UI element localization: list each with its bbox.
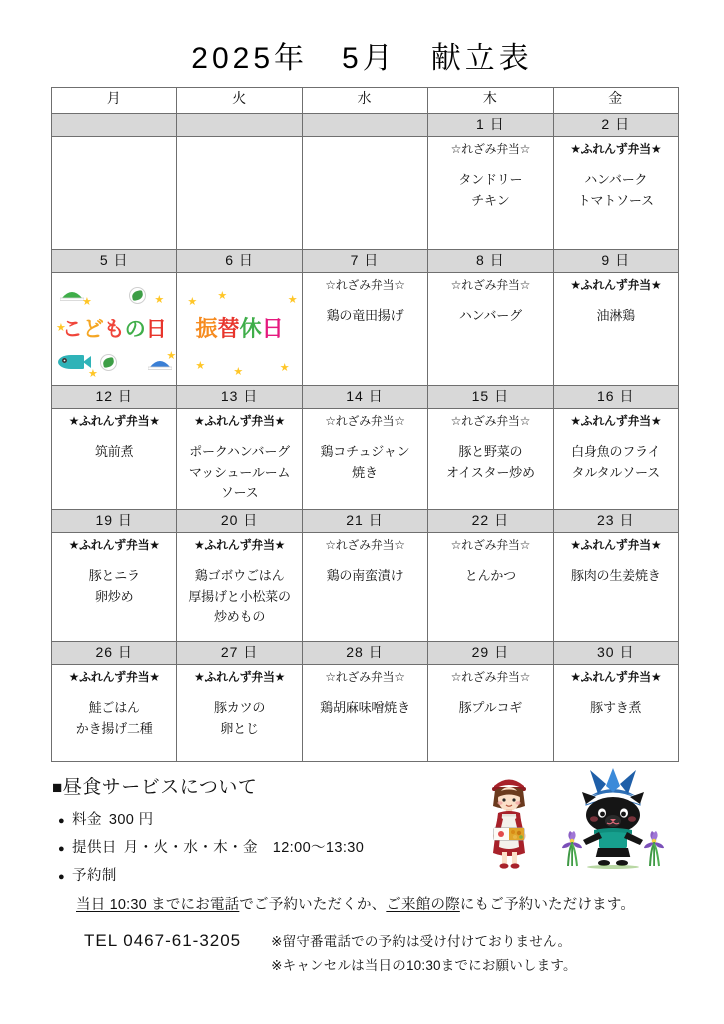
kabuto-hat-icon xyxy=(60,287,82,300)
menu-cell xyxy=(553,533,678,642)
menu-row-week-1 xyxy=(52,137,679,250)
date-cell: 14 日 xyxy=(302,386,427,409)
menu-cell xyxy=(553,409,678,510)
bento-type-label: ☆れざみ弁当☆ xyxy=(325,670,405,684)
menu-line: タルタルソース xyxy=(571,464,660,480)
menu-item-text xyxy=(428,684,552,718)
date-cell-empty xyxy=(52,114,177,137)
menu-line: かき揚げ二種 xyxy=(75,720,153,736)
menu-item-text xyxy=(177,552,301,626)
menu-line: 鶏の竜田揚げ xyxy=(326,308,404,324)
info-item-price-value: 300 円 xyxy=(108,812,154,828)
date-cell: 6 日 xyxy=(177,250,302,273)
menu-line: マッシュールーム xyxy=(188,464,291,480)
holiday-label-kodomo: こどもの日 xyxy=(61,317,167,341)
date-row-week-5 xyxy=(52,642,679,665)
date-cell: 1 日 xyxy=(428,114,553,137)
weekday-header-1: 火 xyxy=(177,88,302,114)
menu-item-text xyxy=(428,156,552,210)
bento-type-label: ★ふれんず弁当★ xyxy=(570,670,662,684)
menu-line: ハンバーグ xyxy=(458,308,522,324)
menu-cell xyxy=(52,533,177,642)
menu-cell xyxy=(302,273,427,386)
menu-cell xyxy=(177,665,302,762)
page-title: 2025年 5月 献立表 xyxy=(191,42,533,75)
menu-item-text xyxy=(554,684,678,718)
menu-line: タンドリー xyxy=(458,172,523,188)
menu-line: 油淋鶏 xyxy=(596,308,635,324)
menu-cell xyxy=(428,533,553,642)
reservation-text-2: でご予約いただくか、 xyxy=(239,897,387,913)
kashiwa-leaf-icon xyxy=(100,354,117,371)
date-cell: 8 日 xyxy=(428,250,553,273)
menu-line: ソース xyxy=(220,484,259,500)
reservation-notes xyxy=(271,930,577,977)
weekday-header-3: 木 xyxy=(428,88,553,114)
date-cell: 30 日 xyxy=(553,642,678,665)
menu-line: チキン xyxy=(471,192,510,208)
menu-line: 炒めもの xyxy=(213,608,266,624)
menu-cell xyxy=(428,273,553,386)
bento-type-label: ★ふれんず弁当★ xyxy=(194,670,286,684)
menu-item-text xyxy=(428,292,552,326)
menu-line: 鶏の南蛮漬け xyxy=(326,568,404,584)
menu-line: 豚と野菜の xyxy=(458,444,523,460)
menu-cell xyxy=(302,533,427,642)
menu-cell xyxy=(177,533,302,642)
menu-line: 豚カツの xyxy=(213,700,266,716)
menu-cell-empty xyxy=(177,137,302,250)
date-cell: 28 日 xyxy=(302,642,427,665)
menu-line: 卵とじ xyxy=(220,720,259,736)
date-row-week-2 xyxy=(52,250,679,273)
date-cell: 29 日 xyxy=(428,642,553,665)
menu-line: 豚プルコギ xyxy=(458,700,523,716)
weekday-header-2: 水 xyxy=(302,88,427,114)
kashiwa-leaf-icon xyxy=(129,287,146,304)
menu-cell xyxy=(428,409,553,510)
reservation-instructions xyxy=(76,893,672,914)
note-cancellation-deadline: ※キャンセルは当日の10:30までにお願いします。 xyxy=(271,957,577,973)
square-bullet-icon: ■ xyxy=(52,778,63,797)
menu-item-text xyxy=(303,684,427,718)
koinobori-icon xyxy=(58,355,84,369)
holiday-label-furikae: 振替休日 xyxy=(195,316,284,341)
date-cell: 5 日 xyxy=(52,250,177,273)
reservation-phone-deadline: 当日 10:30 までにお電話 xyxy=(76,897,240,913)
menu-item-text xyxy=(177,428,301,502)
menu-item-text xyxy=(52,684,176,738)
date-cell: 27 日 xyxy=(177,642,302,665)
menu-cell xyxy=(177,409,302,510)
menu-item-text xyxy=(52,552,176,606)
bento-type-label: ★ふれんず弁当★ xyxy=(68,414,160,428)
calendar-header-row xyxy=(52,88,679,114)
bento-type-label: ★ふれんず弁当★ xyxy=(570,278,662,292)
menu-cell xyxy=(553,137,678,250)
holiday-cell-furikae xyxy=(177,273,302,386)
bento-type-label: ☆れざみ弁当☆ xyxy=(325,414,405,428)
date-cell-empty xyxy=(177,114,302,137)
menu-line: オイスター炒め xyxy=(445,464,535,480)
reservation-text-4: にもご予約いただけます。 xyxy=(459,897,636,913)
note-no-answering-machine: ※留守番電話での予約は受け付けておりません。 xyxy=(271,934,572,949)
menu-cell-empty xyxy=(52,137,177,250)
menu-line: 白身魚のフライ xyxy=(571,444,661,460)
round-bullet-icon: ● xyxy=(58,871,66,883)
menu-item-text xyxy=(303,292,427,326)
contact-block xyxy=(84,930,672,977)
menu-line: 鮭ごはん xyxy=(88,700,140,716)
info-item-days-value: 月・火・水・木・金 12:00〜13:30 xyxy=(123,840,365,856)
menu-line: 鶏コチュジャン xyxy=(320,444,410,460)
holiday-art-furikae xyxy=(177,273,301,385)
date-cell: 20 日 xyxy=(177,510,302,533)
date-cell: 19 日 xyxy=(52,510,177,533)
bento-delivery-lady-illustration xyxy=(478,770,540,870)
bento-type-label: ☆れざみ弁当☆ xyxy=(450,538,531,552)
bento-type-label: ★ふれんず弁当★ xyxy=(570,414,662,428)
bento-type-label: ☆れざみ弁当☆ xyxy=(450,670,531,684)
weekday-header-4: 金 xyxy=(553,88,678,114)
date-cell: 13 日 xyxy=(177,386,302,409)
date-cell-empty xyxy=(302,114,427,137)
menu-cell xyxy=(428,665,553,762)
menu-line: 筑前煮 xyxy=(94,444,134,460)
bento-type-label: ☆れざみ弁当☆ xyxy=(325,278,405,292)
menu-cell xyxy=(302,665,427,762)
menu-item-text xyxy=(428,428,552,482)
menu-cell xyxy=(428,137,553,250)
menu-row-week-2 xyxy=(52,273,679,386)
info-item-price-label: 料金 xyxy=(72,812,102,828)
menu-row-week-3 xyxy=(52,409,679,510)
bento-type-label: ★ふれんず弁当★ xyxy=(570,142,662,156)
menu-item-text xyxy=(303,428,427,482)
menu-item-text xyxy=(554,552,678,586)
bento-type-label: ★ふれんず弁当★ xyxy=(194,414,286,428)
calendar-container xyxy=(51,87,673,762)
footer-illustrations xyxy=(462,766,674,872)
date-cell: 9 日 xyxy=(553,250,678,273)
menu-line: 鶏胡麻味噌焼き xyxy=(320,700,410,716)
bento-type-label: ★ふれんず弁当★ xyxy=(68,670,160,684)
menu-line: 豚すき煮 xyxy=(590,700,642,716)
menu-row-week-5 xyxy=(52,665,679,762)
menu-cell xyxy=(553,273,678,386)
menu-calendar-table xyxy=(51,87,679,762)
bento-type-label: ★ふれんず弁当★ xyxy=(194,538,286,552)
menu-line: ポークハンバーグ xyxy=(189,444,290,460)
menu-cell-empty xyxy=(302,137,427,250)
menu-cell xyxy=(302,409,427,510)
date-cell: 21 日 xyxy=(302,510,427,533)
date-row-week-3 xyxy=(52,386,679,409)
date-cell: 16 日 xyxy=(553,386,678,409)
date-cell: 22 日 xyxy=(428,510,553,533)
menu-line: ハンバーク xyxy=(584,172,648,188)
round-bullet-icon: ● xyxy=(58,815,66,827)
menu-item-text xyxy=(177,684,301,738)
menu-line: とんかつ xyxy=(464,568,516,584)
round-bullet-icon: ● xyxy=(58,843,66,855)
menu-cell xyxy=(52,409,177,510)
date-cell: 12 日 xyxy=(52,386,177,409)
menu-line: 厚揚げと小松菜の xyxy=(188,588,291,604)
bento-type-label: ★ふれんず弁当★ xyxy=(570,538,662,552)
menu-item-text xyxy=(554,292,678,326)
date-cell: 15 日 xyxy=(428,386,553,409)
menu-line: トマトソース xyxy=(577,192,654,208)
menu-cell xyxy=(553,665,678,762)
kabuto-samurai-cat-illustration xyxy=(554,766,672,870)
menu-row-week-4 xyxy=(52,533,679,642)
date-cell: 23 日 xyxy=(553,510,678,533)
weekday-header-0: 月 xyxy=(52,88,177,114)
date-row-week-4 xyxy=(52,510,679,533)
menu-item-text xyxy=(554,428,678,482)
bento-type-label: ☆れざみ弁当☆ xyxy=(325,538,405,552)
menu-line: 焼き xyxy=(352,464,378,480)
menu-line: 豚肉の生姜焼き xyxy=(570,568,661,584)
bento-type-label: ☆れざみ弁当☆ xyxy=(450,414,531,428)
menu-item-text xyxy=(554,156,678,210)
menu-line: 豚とニラ xyxy=(88,568,140,584)
menu-item-text xyxy=(303,552,427,586)
menu-line: 卵炒め xyxy=(94,588,134,604)
menu-cell xyxy=(52,665,177,762)
holiday-cell-kodomo xyxy=(52,273,177,386)
date-cell: 2 日 xyxy=(553,114,678,137)
info-item-days-label: 提供日 xyxy=(72,840,117,856)
date-cell: 26 日 xyxy=(52,642,177,665)
bento-type-label: ☆れざみ弁当☆ xyxy=(450,278,531,292)
menu-line: 鶏ゴボウごはん xyxy=(194,568,285,584)
bento-type-label: ★ふれんず弁当★ xyxy=(68,538,160,552)
telephone-number[interactable]: TEL 0467-61-3205 xyxy=(84,931,242,950)
reservation-in-person: ご来館の際 xyxy=(386,897,460,913)
date-cell: 7 日 xyxy=(302,250,427,273)
date-row-week-1 xyxy=(52,114,679,137)
menu-item-text xyxy=(428,552,552,586)
menu-item-text xyxy=(52,428,176,462)
info-heading-text: 昼食サービスについて xyxy=(62,777,258,798)
holiday-art-kodomo xyxy=(52,273,176,385)
bento-type-label: ☆れざみ弁当☆ xyxy=(450,142,531,156)
info-item-reservation-label: 予約制 xyxy=(72,868,117,884)
